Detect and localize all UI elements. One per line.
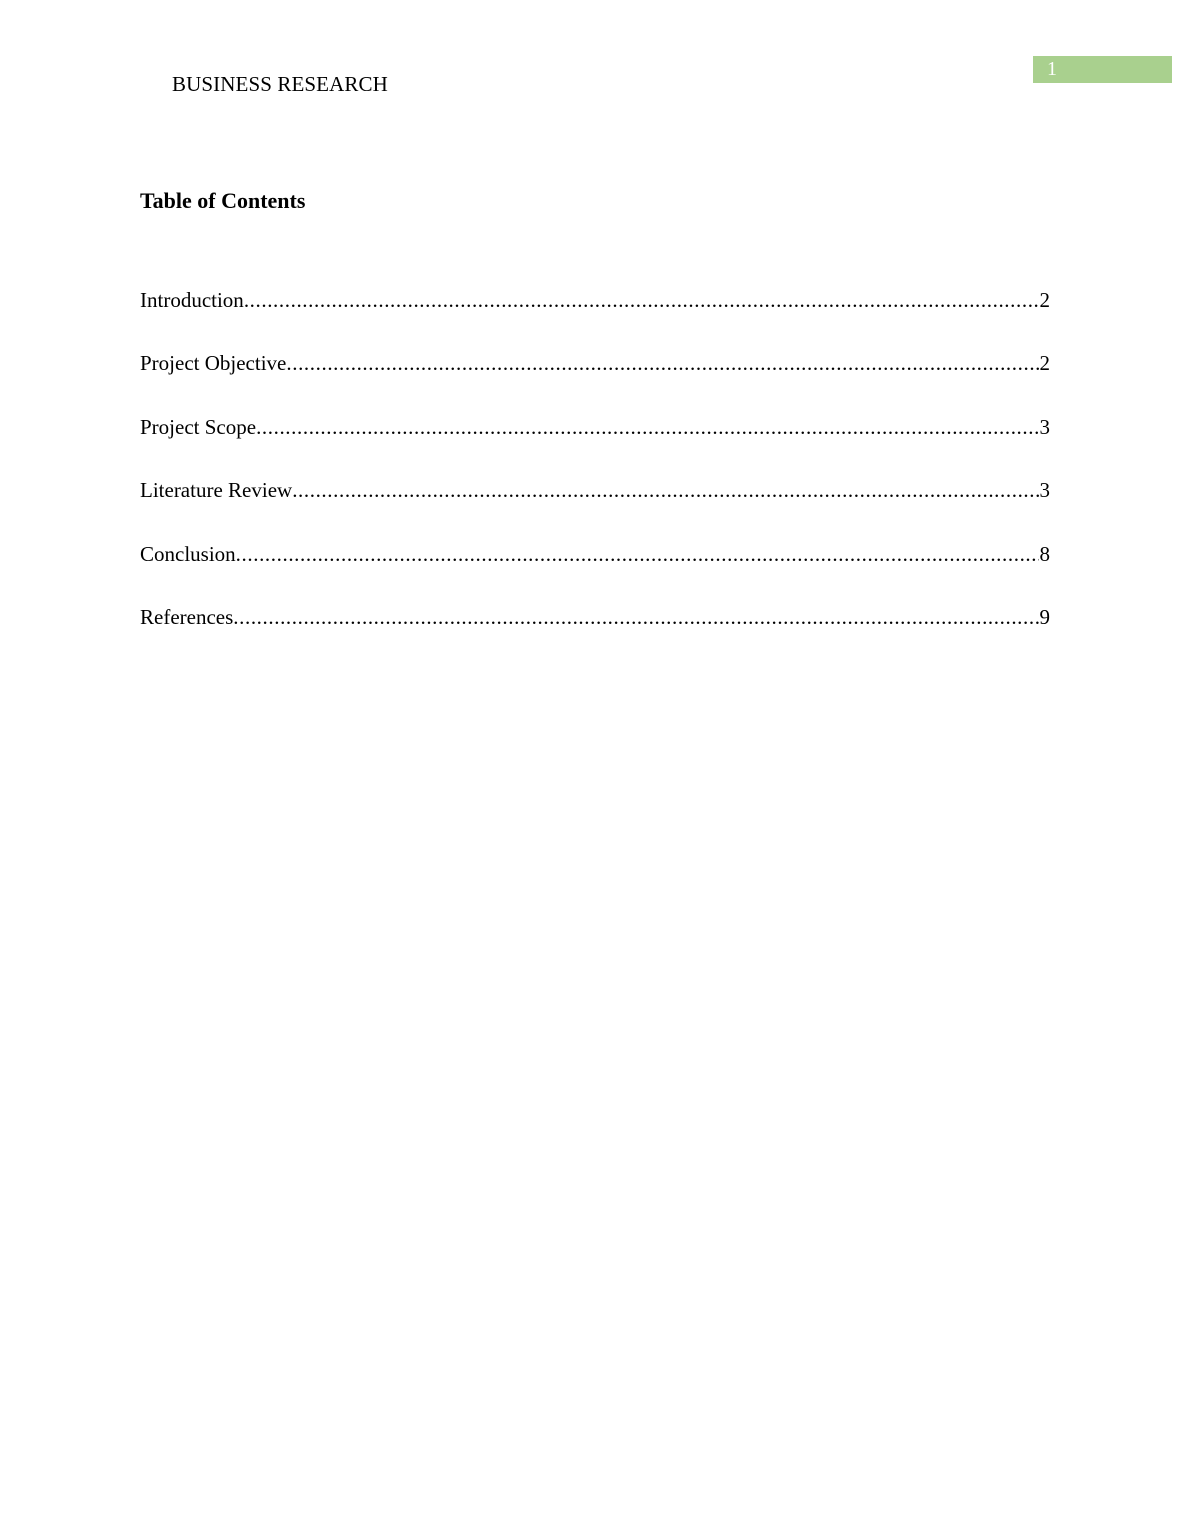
toc-entry-references[interactable] <box>140 602 1050 665</box>
toc-list <box>140 285 1050 665</box>
toc-entry-project-scope[interactable] <box>140 412 1050 475</box>
toc-entry-conclusion[interactable] <box>140 539 1050 602</box>
toc-entry-label: Introduction <box>140 288 244 312</box>
toc-entry-label: Conclusion <box>140 541 236 566</box>
toc-entry-page: 9 <box>1039 604 1050 629</box>
toc-heading: Table of Contents <box>140 188 306 213</box>
toc-dot-leader <box>244 285 1039 315</box>
toc-dot-leader <box>286 348 1038 378</box>
page-number: 1 <box>1047 58 1057 80</box>
toc-dot-leader <box>233 602 1038 632</box>
toc-entry-literature-review[interactable] <box>140 475 1050 538</box>
toc-entry-page: 3 <box>1039 478 1050 503</box>
toc-entry-page: 3 <box>1039 414 1050 439</box>
toc-entry-label: Literature Review <box>140 478 293 503</box>
toc-entry-label: Project Scope <box>140 414 257 439</box>
toc-entry-project-objective[interactable] <box>140 348 1050 411</box>
toc-entry-label: References <box>140 604 234 629</box>
toc-entry-page: 8 <box>1039 541 1050 566</box>
running-head: BUSINESS RESEARCH <box>172 72 388 96</box>
toc-dot-leader <box>256 412 1038 442</box>
toc-entry-page: 2 <box>1039 351 1050 376</box>
toc-dot-leader <box>236 539 1039 569</box>
toc-entry-label: Project Objective <box>140 351 287 376</box>
page-number-box <box>1033 56 1172 83</box>
toc-entry-page: 2 <box>1039 288 1050 312</box>
toc-dot-leader <box>292 475 1038 505</box>
toc-entry-introduction[interactable] <box>140 285 1050 348</box>
